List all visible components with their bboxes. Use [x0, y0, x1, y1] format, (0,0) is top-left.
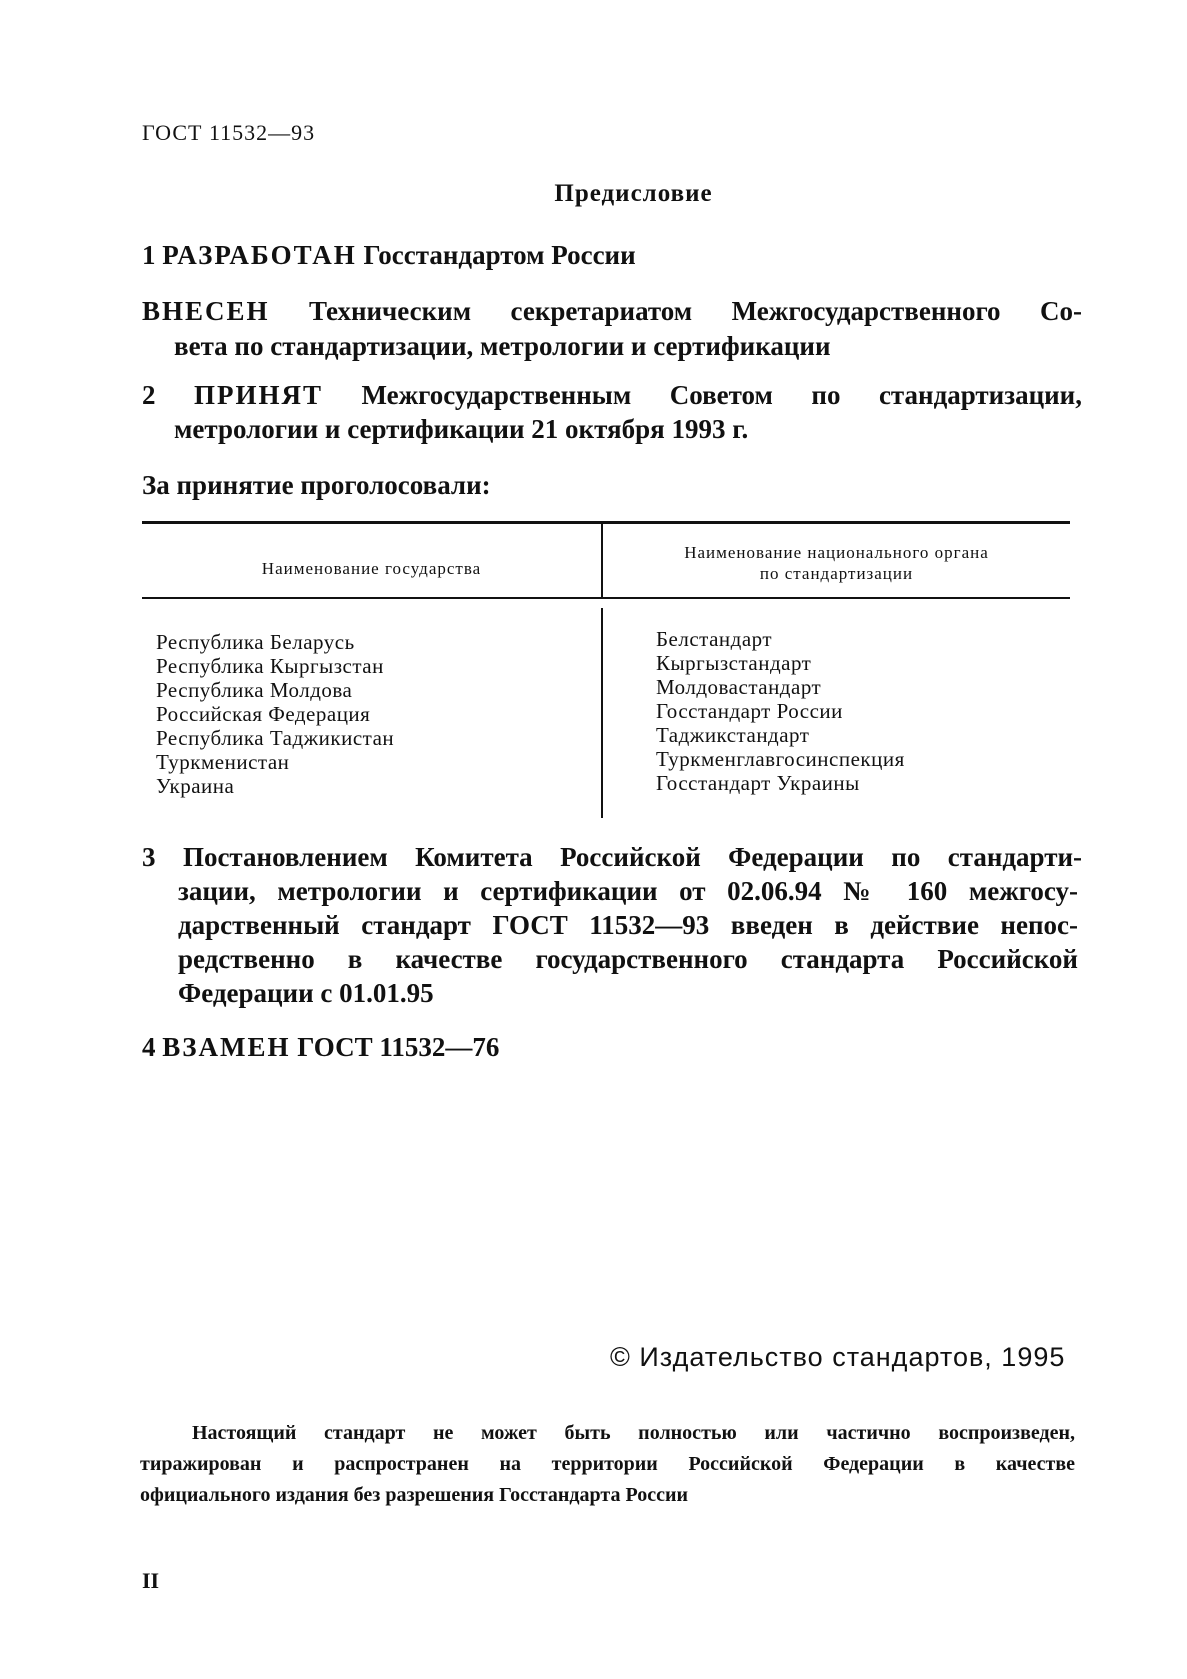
- table-row-body: Белстандарт: [656, 627, 773, 651]
- table-header-body-line-2: по стандартизации: [759, 564, 914, 583]
- section-3-line-4: редственно в качестве государственного стандарта Российской: [178, 944, 1078, 974]
- section-4-number: 4: [142, 1032, 156, 1062]
- introduced-keyword: ВНЕСЕН: [142, 296, 270, 326]
- section-1-number: 1: [142, 240, 156, 270]
- section-2-number: 2: [142, 380, 156, 410]
- section-3-number: 3: [142, 842, 156, 872]
- section-4-text: ГОСТ 11532—76: [297, 1032, 500, 1062]
- section-1-keyword: РАЗРАБОТАН: [162, 240, 357, 270]
- section-3-line-3: дарственный стандарт ГОСТ 11532—93 введен в действие непос-: [178, 910, 1078, 940]
- introduced-line-2: вета по стандартизации, метрологии и сертификации: [174, 331, 831, 361]
- section-2-keyword: ПРИНЯТ: [193, 380, 323, 410]
- section-4-keyword: ВЗАМЕН: [162, 1032, 291, 1062]
- notice-line-3: официального издания без разрешения Госстандарта России: [140, 1484, 688, 1506]
- section-3-line-3-wrap: [178, 910, 1078, 941]
- table-row-state: Республика Молдова: [156, 678, 353, 702]
- section-3-line-2-wrap: [178, 876, 1078, 907]
- table-header-body-line-1: Наименование национального органа: [684, 543, 989, 562]
- section-2-line-2: метрологии и сертификации 21 октября 1993 г.: [174, 414, 749, 444]
- section-3-line-5: Федерации с 01.01.95: [178, 978, 434, 1008]
- table-row-state: Российская Федерация: [156, 702, 371, 726]
- notice-line-2: тиражирован и распространен на территории Российской Федерации в качестве: [140, 1453, 1075, 1475]
- table-row-body: Госстандарт России: [656, 699, 843, 723]
- table-row-body: Туркменглавгосинспекция: [656, 747, 905, 771]
- page-number: II: [142, 1568, 160, 1593]
- voted-heading: За принятие проголосовали:: [142, 470, 491, 500]
- table-row-body: Кыргызстандарт: [656, 651, 812, 675]
- table-header-rule: [142, 597, 1070, 599]
- section-4: [142, 1032, 499, 1063]
- section-1: [142, 240, 636, 271]
- table-header-state: Наименование государства: [261, 559, 482, 578]
- section-3-line-1-text: Постановлением Комитета Российской Федерации по стандарти-: [182, 842, 1083, 872]
- reproduction-notice: [140, 1418, 1075, 1511]
- table-body-divider: [601, 608, 603, 818]
- document-code: ГОСТ 11532—93: [142, 120, 316, 145]
- section-3-line-4-wrap: [178, 944, 1078, 975]
- table-row-state: Туркменистан: [156, 750, 290, 774]
- section-2-line-1: [142, 380, 1082, 411]
- copyright-notice: © Издательство стандартов, 1995: [610, 1342, 1066, 1372]
- table-row-body: Госстандарт Украины: [656, 771, 860, 795]
- table-row-state: Республика Таджикистан: [156, 726, 395, 750]
- table-row-body: Молдовастандарт: [656, 675, 822, 699]
- table-header-body: [603, 542, 1070, 584]
- table-row-state: Республика Беларусь: [156, 630, 355, 654]
- introduced-line-1: [142, 296, 1082, 327]
- section-2-line-1-text: Межгосударственным Советом по стандартизации,: [361, 380, 1082, 410]
- section-1-text: Госстандартом России: [363, 240, 636, 270]
- page-title: Предисловие: [554, 180, 713, 207]
- introduced-line-1-text: Техническим секретариатом Межгосударственного Со-: [309, 296, 1082, 326]
- table-top-rule: [142, 521, 1070, 524]
- section-3: [142, 842, 1082, 873]
- notice-line-1: Настоящий стандарт не может быть полностью или частично воспроизведен,: [192, 1422, 1075, 1444]
- table-row-state: Украина: [156, 774, 235, 798]
- table-row-body: Таджикстандарт: [656, 723, 810, 747]
- table-row-state: Республика Кыргызстан: [156, 654, 384, 678]
- section-2: [142, 380, 1082, 411]
- section-3-line-2: зации, метрологии и сертификации от 02.06.94 № 160 межгосу-: [178, 876, 1078, 906]
- introduced-paragraph: [142, 296, 1082, 327]
- section-3-line-1: [142, 842, 1082, 873]
